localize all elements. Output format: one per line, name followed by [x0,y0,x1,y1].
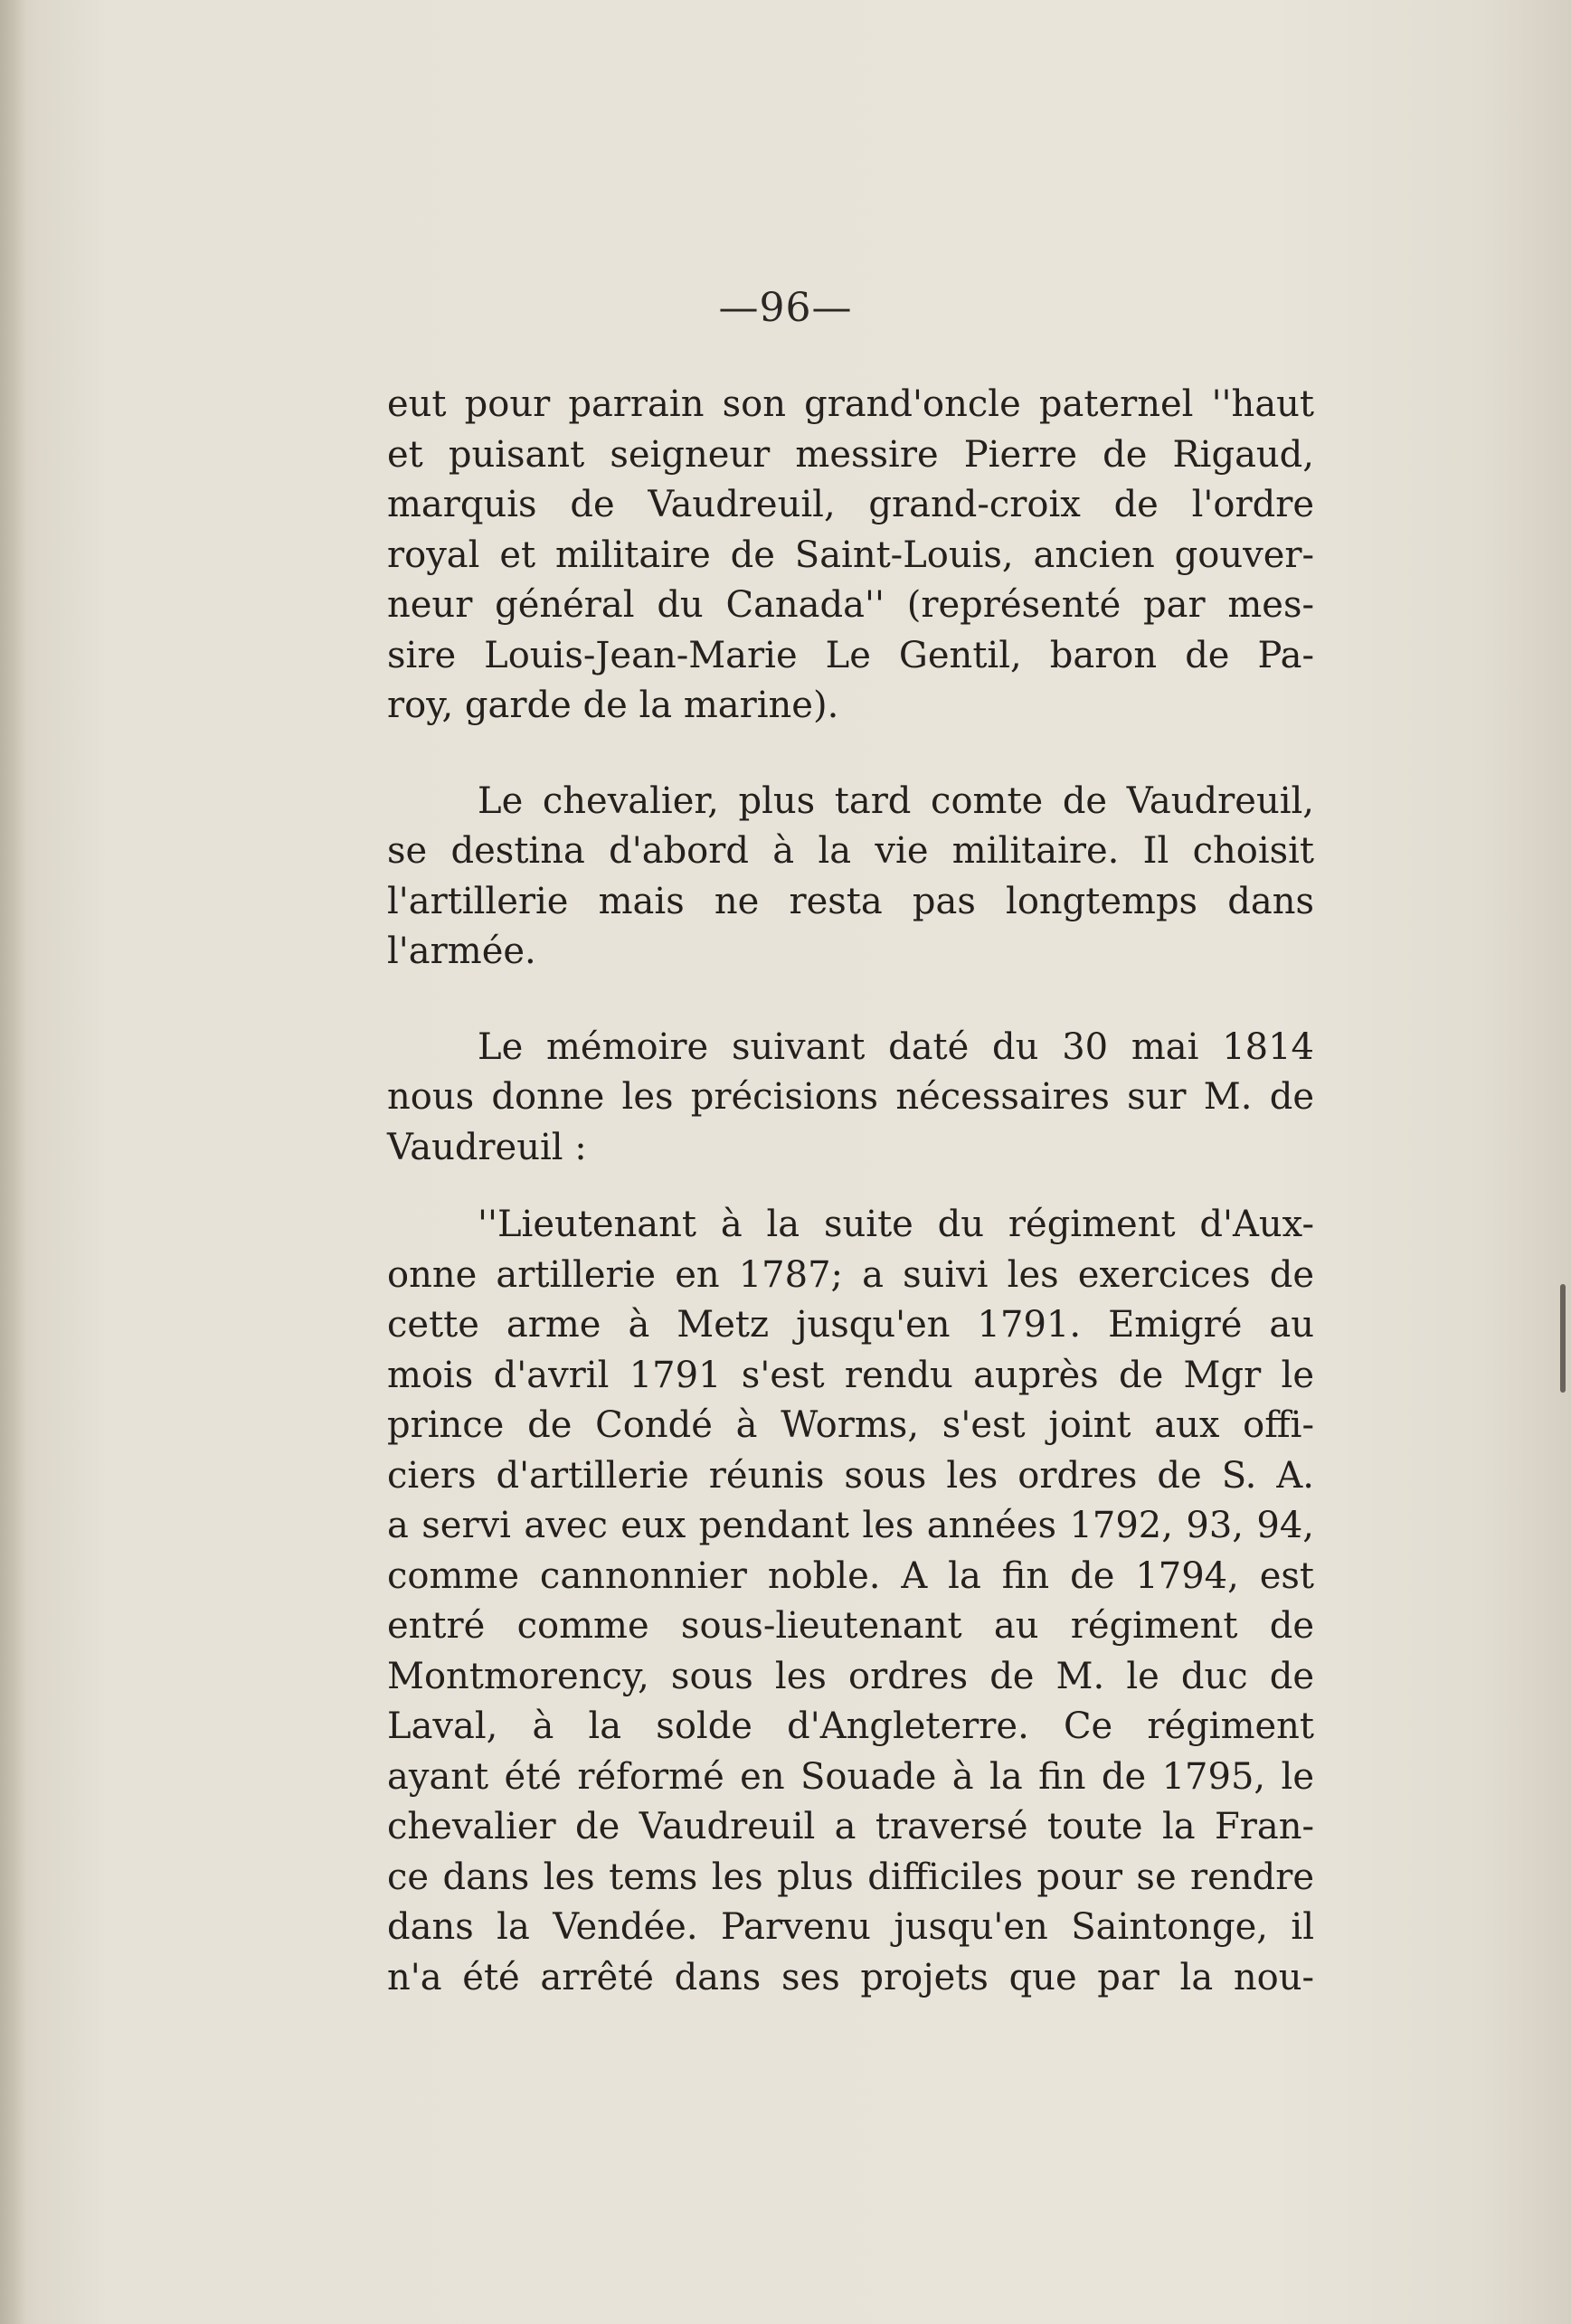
text-line: nous donne les précisions nécessaires sur M. de [387,1076,1314,1118]
text-line: ce dans les tems les plus difficiles pour se rendre [387,1856,1314,1898]
text-line: comme cannonnier noble. A la fin de 1794, est [387,1554,1314,1597]
text-line: n'a été arrêté dans ses projets que par la nou- [387,1956,1314,1998]
text-line: l'artillerie mais ne resta pas longtemps dans [387,880,1314,922]
text-line: Le mémoire suivant daté du 30 mai 1814 [478,1025,1314,1068]
text-line: cette arme à Metz jusqu'en 1791. Emigré au [387,1304,1314,1346]
text-line: eut pour parrain son grand'oncle paternel ''haut [387,383,1314,425]
text-line: ''Lieutenant à la suite du régiment d'Aux- [478,1204,1314,1245]
text-line: sire Louis-Jean-Marie Le Gentil, baron de Pa- [387,634,1314,676]
text-line: Montmorency, sous les ordres de M. le duc de [387,1655,1314,1697]
text-line: et puisant seigneur messire Pierre de Rigaud, [387,433,1314,476]
text-line: entré comme sous-lieutenant au régiment de [387,1605,1314,1647]
text-line: Laval, à la solde d'Angleterre. Ce régiment [387,1705,1314,1747]
paragraph [387,380,1314,732]
body-text [387,380,1314,2003]
text-line: Vaudreuil : [387,1126,587,1168]
text-line: mois d'avril 1791 s'est rendu auprès de Mgr le [387,1354,1314,1396]
text-line: l'armée. [387,931,536,972]
binding-shadow [0,0,25,2324]
text-line: se destina d'abord à la vie militaire. Il choisit [387,830,1314,872]
text-line: ayant été réformé en Souade à la fin de 1795, le [387,1755,1314,1798]
text-line: marquis de Vaudreuil, grand-croix de l'ordre [387,484,1314,525]
paragraph-gap [387,978,1314,1023]
page-edge-mark [1560,1284,1566,1393]
paragraph [387,1200,1314,2003]
text-line: royal et militaire de Saint-Louis, ancien gouver- [387,534,1314,576]
paragraph-gap [387,732,1314,777]
text-line: onne artillerie en 1787; a suivi les exercices de [387,1253,1314,1296]
text-line: prince de Condé à Worms, s'est joint aux offi- [387,1404,1314,1446]
paragraph [387,1023,1314,1174]
text-line: neur général du Canada'' (représenté par mes- [387,584,1314,626]
text-line: chevalier de Vaudreuil a traversé toute la Fran- [387,1806,1314,1847]
text-line: a servi avec eux pendant les années 1792, 93, 94, [387,1505,1314,1546]
paragraph-gap [387,1173,1314,1200]
paragraph [387,777,1314,978]
text-line: roy, garde de la marine). [387,685,839,726]
text-line: ciers d'artillerie réunis sous les ordres de S. A. [387,1454,1314,1497]
text-line: dans la Vendée. Parvenu jusqu'en Saintonge, il [387,1906,1314,1948]
text-line: Le chevalier, plus tard comte de Vaudreuil, [478,779,1314,822]
page-number: —96— [718,285,853,331]
